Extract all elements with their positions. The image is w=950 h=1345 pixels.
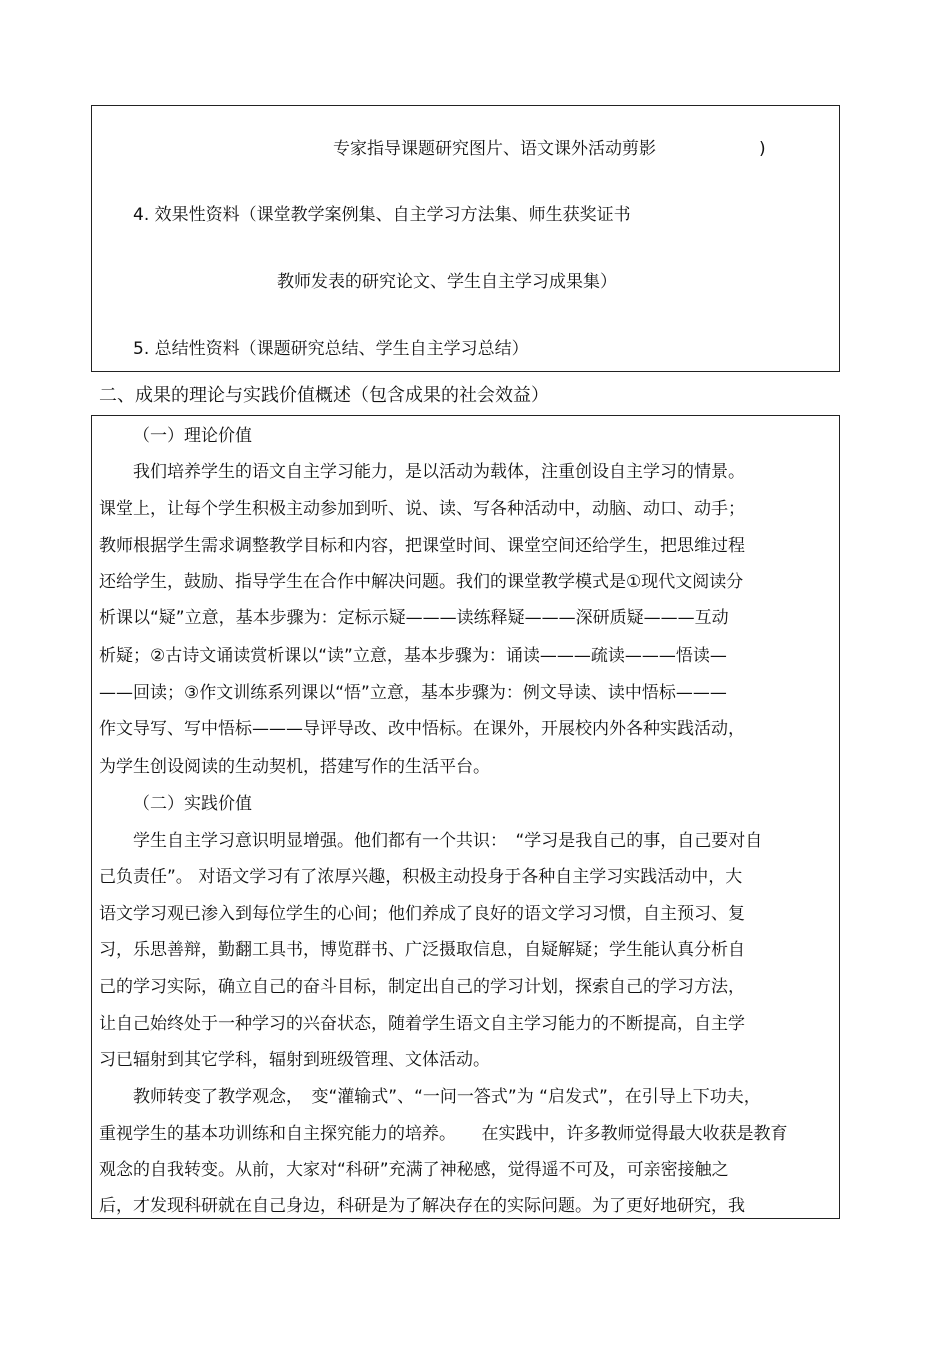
materials-line-2: 4. 效果性资料（课堂教学案例集、自主学习方法集、师生获奖证书 [133, 205, 631, 225]
materials-line-1: 专家指导课题研究图片、语文课外活动剪影 [333, 139, 656, 159]
section-heading: 二、成果的理论与实践价值概述（包含成果的社会效益） [99, 385, 549, 406]
materials-line-4: 5. 总结性资料（课题研究总结、学生自主学习总结） [133, 339, 529, 359]
subheading-practice: （二）实践价值 [133, 794, 252, 814]
text-line: 教师根据学生需求调整教学目标和内容，把课堂时间、课堂空间还给学生，把思维过程 [99, 536, 745, 556]
text-line: 后，才发现科研就在自己身边，科研是为了解决存在的实际问题。为了更好地研究，我 [99, 1196, 745, 1216]
text-line: 析疑；②古诗文诵读赏析课以“读”立意，基本步骤为：诵读———疏读———悟读— [99, 646, 727, 666]
text-line: 教师转变了教学观念， 变“灌输式”、“一问一答式”为 “启发式”，在引导上下功夫， [133, 1087, 761, 1107]
text-line: 观念的自我转变。从前，大家对“科研”充满了神秘感，觉得遥不可及，可亲密接触之 [99, 1160, 729, 1180]
text-line: ——回读；③作文训练系列课以“悟”立意，基本步骤为：例文导读、读中悟标——— [99, 683, 727, 703]
materials-line-1-paren: ) [759, 139, 766, 159]
text-line: 习已辐射到其它学科，辐射到班级管理、文体活动。 [99, 1050, 490, 1070]
text-line: 己的学习实际，确立自己的奋斗目标，制定出自己的学习计划，探索自己的学习方法， [99, 977, 745, 997]
text-line: 己负责任”。 对语文学习有了浓厚兴趣，积极主动投身于各种自主学习实践活动中，大 [99, 867, 743, 887]
subheading-theory: （一）理论价值 [133, 426, 252, 446]
text-line: 语文学习观已渗入到每位学生的心间；他们养成了良好的语文学习习惯，自主预习、复 [99, 904, 745, 924]
text-line: 还给学生，鼓励、指导学生在合作中解决问题。我们的课堂教学模式是①现代文阅读分 [99, 572, 744, 592]
text-line: 习，乐思善辩，勤翻工具书，博览群书、广泛摄取信息，自疑解疑；学生能认真分析自 [99, 940, 745, 960]
text-line: 作文导写、写中悟标———导评导改、改中悟标。在课外，开展校内外各种实践活动， [99, 719, 745, 739]
text-line: 重视学生的基本功训练和自主探究能力的培养。 在实践中，许多教师觉得最大收获是教育 [99, 1124, 788, 1144]
text-line: 课堂上，让每个学生积极主动参加到听、说、读、写各种活动中，动脑、动口、动手； [99, 499, 745, 519]
text-line: 为学生创设阅读的生动契机，搭建写作的生活平台。 [99, 757, 490, 777]
text-line: 析课以“疑”立意，基本步骤为：定标示疑———读练释疑———深研质疑———互动 [99, 608, 729, 628]
text-line: 我们培养学生的语文自主学习能力，是以活动为载体，注重创设自主学习的情景。 [133, 462, 745, 482]
text-line: 学生自主学习意识明显增强。他们都有一个共识： “学习是我自己的事，自己要对自 [133, 831, 763, 851]
text-line: 让自己始终处于一种学习的兴奋状态，随着学生语文自主学习能力的不断提高，自主学 [99, 1014, 745, 1034]
materials-line-3: 教师发表的研究论文、学生自主学习成果集） [277, 272, 617, 292]
